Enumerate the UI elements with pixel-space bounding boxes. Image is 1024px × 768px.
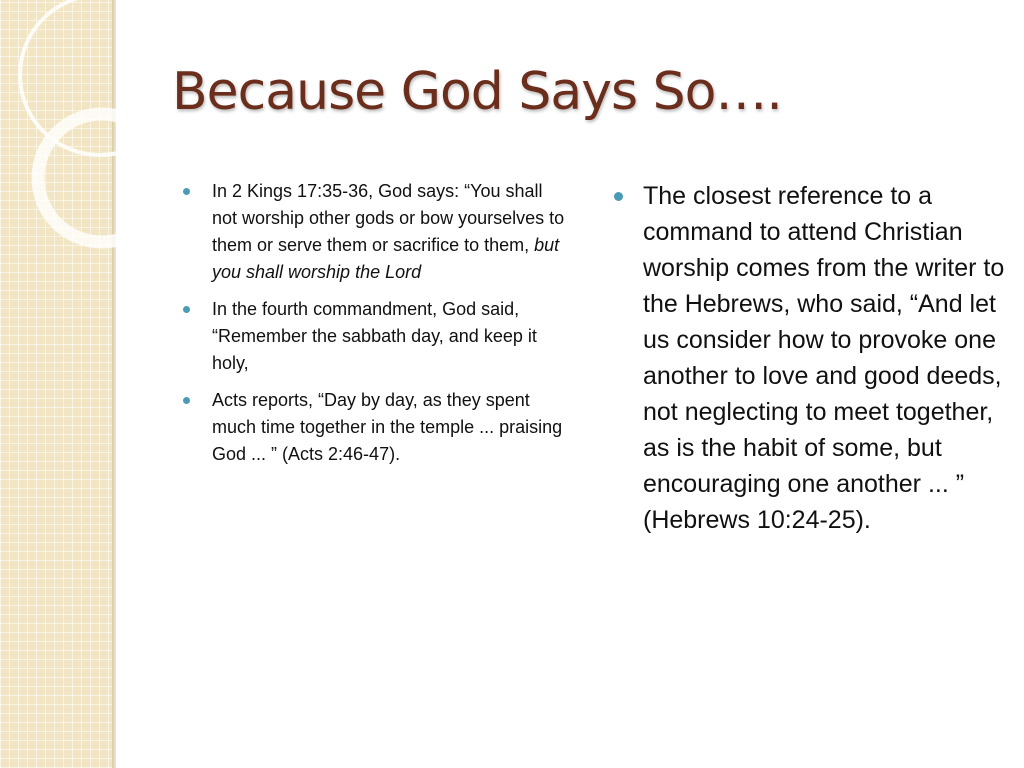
left-bullet-text: In 2 Kings 17:35-36, God says: “You shall not worship other gods or bow yourselves to them or serve them or sacrifice to them, [212,181,565,255]
decorative-ring-upper [20,0,180,155]
right-bullet-text: The closest reference to a command to attend Christian worship comes from the writer to the Hebrews, who said, “And let us consider how to provoke one another to love and good deeds, not neglecting to meet together, as is the habit of some, but encouraging one another ... ” (Hebrews 10:24-25). [643,182,1005,534]
left-bullet-item [183,296,567,377]
decorative-ring-lower [38,114,166,242]
left-bullet-item [183,387,567,468]
right-bullet-list [608,178,1008,538]
left-bullet-list [183,178,567,478]
bullet-icon [183,188,190,195]
left-bullet-emphasis: but you shall worship the Lord [212,235,560,282]
left-bullet-text: In the fourth commandment, God said, “Remember the sabbath day, and keep it holy, [212,299,537,373]
left-bullet-item [183,178,567,286]
right-bullet-item [608,178,1008,538]
bullet-icon [614,192,623,201]
bullet-icon [183,306,190,313]
decorative-rings [0,0,180,260]
bullet-icon [183,397,190,404]
slide-title: Because God Says So…. [172,62,782,122]
left-bullet-text: Acts reports, “Day by day, as they spent much time together in the temple ... praising God ... ” (Acts 2:46-47). [212,390,563,464]
